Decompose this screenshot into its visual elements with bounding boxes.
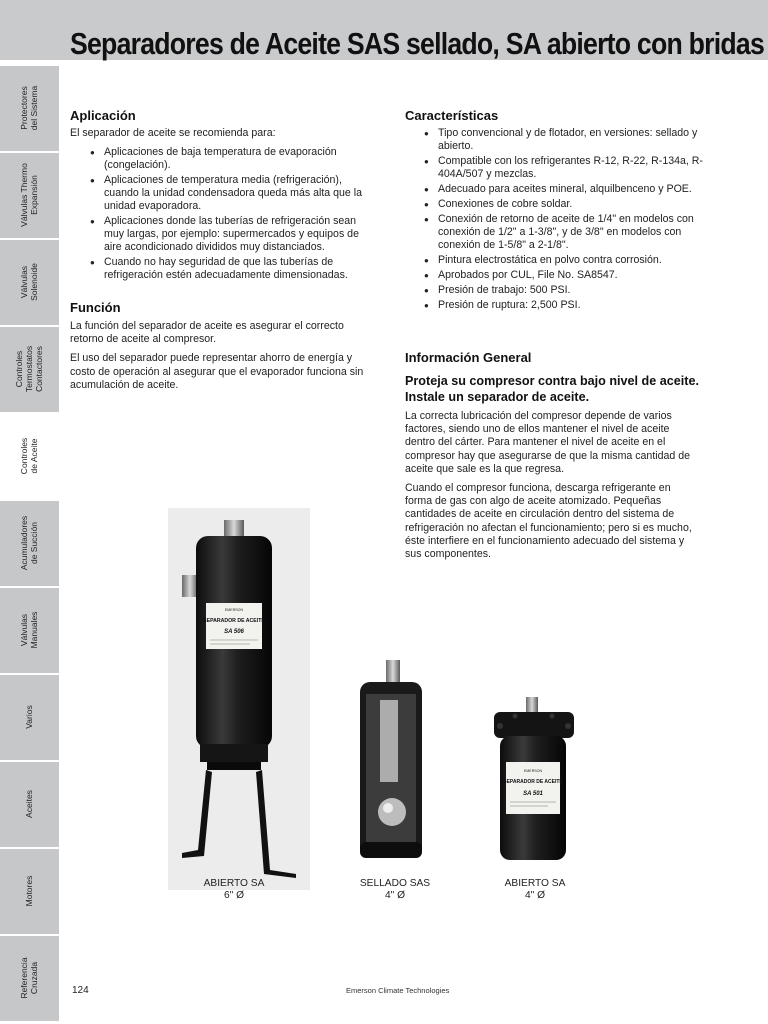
product-caption xyxy=(199,878,269,902)
sidebar-tab-label: Varios xyxy=(24,705,34,729)
funcion-paragraph: El uso del separador puede representar ahorro de energía y costo de operación al asegurar que el evaporador funciona sin acumulación de aceite. xyxy=(70,352,364,391)
product-label-model: SA 506 xyxy=(224,629,244,635)
sidebar-tab-label: Protectores del Sistema xyxy=(19,85,39,131)
aplicacion-intro: El separador de aceite se recomienda para: xyxy=(70,127,276,139)
product-label-title: SEPARADOR DE ACEITE xyxy=(203,618,265,624)
funcion-paragraph: La función del separador de aceite es asegurar el correcto retorno de aceite al compresor. xyxy=(70,320,344,346)
aplicacion-heading: Aplicación xyxy=(70,108,136,123)
caracteristicas-heading: Características xyxy=(405,108,499,123)
sidebar-tab-label: Válvulas Solenoide xyxy=(19,263,39,301)
product-caption-type: ABIERTO SA xyxy=(203,878,265,889)
funcion-heading: Función xyxy=(70,300,121,315)
sidebar-tab-label: Válvulas Thermo Expansión xyxy=(19,163,39,227)
sidebar-tab-label: Referencia Cruzada xyxy=(19,957,39,999)
separator-sa-4-image xyxy=(494,697,574,860)
sidebar-tab-label: Controles Termostatos Contactores xyxy=(14,345,44,393)
list-item: ● Aplicaciones de temperatura media (refrigeración), cuando la unidad condensadora queda más alta que la unidad evaporadora. xyxy=(90,174,375,213)
list-item: ● Cuando no hay seguridad de que las tuberías de refrigeración estén adecuadamente dimensionadas. xyxy=(90,256,375,282)
product-label-brand: EMERSON xyxy=(523,769,543,773)
footer-company: Emerson Climate Technologies xyxy=(346,986,450,995)
sidebar-tab-label: Motores xyxy=(24,875,34,907)
sidebar-tab-label: Válvulas Manuales xyxy=(19,611,39,649)
product-caption xyxy=(355,878,435,902)
list-item: ● Compatible con los refrigerantes R-12, R-22, R-134a, R-404A/507 y mezclas. xyxy=(424,155,714,181)
sidebar-tab-label: Aceites xyxy=(24,790,34,818)
info-paragraph: Cuando el compresor funciona, descarga refrigerante en forma de gas con algo de aceite atomizado. Pequeñas cantidades de aceite en circulación dentro del sistema de refrigeración no afectan el funcionamiento; pero si es mucho, éste interfiere en el funcionamiento adecuado del sistema y sus componentes. xyxy=(405,482,692,561)
list-item: ● Aplicaciones donde las tuberías de refrigeración sean muy largas, por ejemplo: supermercados y equipos de aire acondicionado divididos muy distanciados. xyxy=(90,215,375,254)
product-caption-size: 4" Ø xyxy=(524,890,546,901)
page-number: 124 xyxy=(72,985,89,996)
list-item: ● Presión de ruptura: 2,500 PSI. xyxy=(424,299,714,312)
product-caption-size: 4" Ø xyxy=(384,890,406,901)
list-item: ● Pintura electrostática en polvo contra corrosión. xyxy=(424,254,714,267)
separator-sa-6-image xyxy=(182,520,296,878)
product-caption-size: 6" Ø xyxy=(223,890,245,901)
list-item: ● Tipo convencional y de flotador, en versiones: sellado y abierto. xyxy=(424,127,714,153)
product-caption xyxy=(500,878,570,902)
product-caption-type: SELLADO SAS xyxy=(359,878,431,889)
product-caption-type: ABIERTO SA xyxy=(504,878,566,889)
sidebar-tab-label: Controles de Aceite xyxy=(19,437,39,475)
list-item: ● Conexiones de cobre soldar. xyxy=(424,198,714,211)
product-label-brand: EMERSON xyxy=(224,608,244,612)
product-label-title: SEPARADOR DE ACEITE xyxy=(503,779,563,785)
list-item: ● Presión de trabajo: 500 PSI. xyxy=(424,284,714,297)
info-heading: Información General xyxy=(405,350,532,365)
separator-sas-4-image xyxy=(360,660,422,858)
list-item: ● Adecuado para aceites mineral, alquilbenceno y POE. xyxy=(424,183,714,196)
page-title: Separadores de Aceite SAS sellado, SA abierto con bridas xyxy=(70,26,765,61)
list-item: ● Conexión de retorno de aceite de 1/4" en modelos con conexión de 1/2" a 1-3/8", y de 3/8" en modelos con conexión de 1-5/8" a 2-1/8". xyxy=(424,213,714,252)
info-paragraph: La correcta lubricación del compresor depende de varios factores, siendo uno de ellos mantener el nivel de aceite dentro del cárter. Para mantener el nivel de aceite en el compresor hay que asegurarse de que la misma cantidad de aceite que sale es la que regresa. xyxy=(405,410,691,475)
list-item: ● Aprobados por CUL, File No. SA8547. xyxy=(424,269,714,282)
sidebar-tab-label: Acumuladores de Succión xyxy=(19,515,39,571)
info-subheading: Proteja su compresor contra bajo nivel de aceite. Instale un separador de aceite. xyxy=(405,374,699,404)
list-item: ● Aplicaciones de baja temperatura de evaporación (congelación). xyxy=(90,146,375,172)
product-label-model: SA 501 xyxy=(523,791,543,797)
